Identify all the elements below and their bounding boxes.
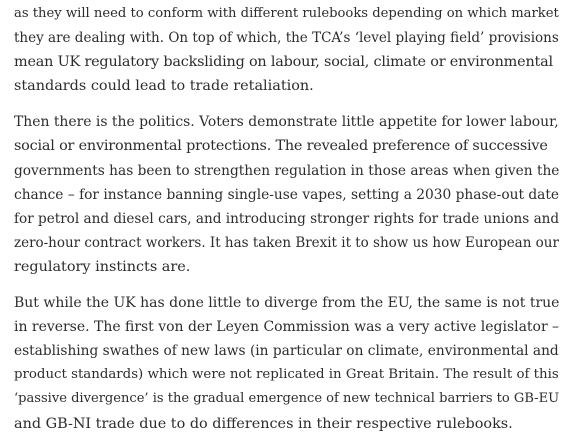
text-line: in reverse. The first von der Leyen Commission was a very active legislator – [14, 319, 560, 336]
text-line: standards could lead to trade retaliation. [14, 78, 314, 95]
text-line: and GB-NI trade due to do differences in their respective rulebooks. [14, 415, 513, 432]
paragraph-politics [14, 110, 559, 279]
text-line: they are dealing with. On top of which, the TCA’s ‘level playing field’ provisions [14, 30, 559, 47]
text-line: establishing swathes of new laws (in particular on climate, environmental and [14, 343, 559, 360]
text-line: But while the UK has done little to diverge from the EU, the same is not true [14, 295, 560, 312]
text-line: social or environmental protections. The revealed preference of successive [14, 138, 548, 155]
text-line: Then there is the politics. Voters demonstrate little appetite for lower labour, [14, 114, 559, 131]
article-body [14, 2, 559, 448]
text-line: chance – for instance banning single-use vapes, setting a 2030 phase-out date [14, 186, 560, 203]
text-line: ‘passive divergence’ is the gradual emergence of new technical barriers to GB-EU [14, 391, 560, 407]
text-line: mean UK regulatory backsliding on labour, social, climate or environmental [14, 54, 553, 71]
text-line: zero-hour contract workers. It has taken Brexit it to show us how European our [14, 234, 559, 251]
text-line: as they will need to conform with different rulebooks depending on which market [14, 6, 559, 21]
paragraph-trade-retaliation [14, 2, 559, 98]
text-line: for petrol and diesel cars, and introducing stronger rights for trade unions and [14, 210, 560, 227]
text-line: regulatory instincts are. [14, 258, 191, 275]
text-line: governments has been to strengthen regulation in those areas when given the [14, 162, 560, 179]
text-line: product standards) which were not replicated in Great Britain. The result of this [14, 367, 559, 383]
paragraph-passive-divergence [14, 291, 559, 436]
